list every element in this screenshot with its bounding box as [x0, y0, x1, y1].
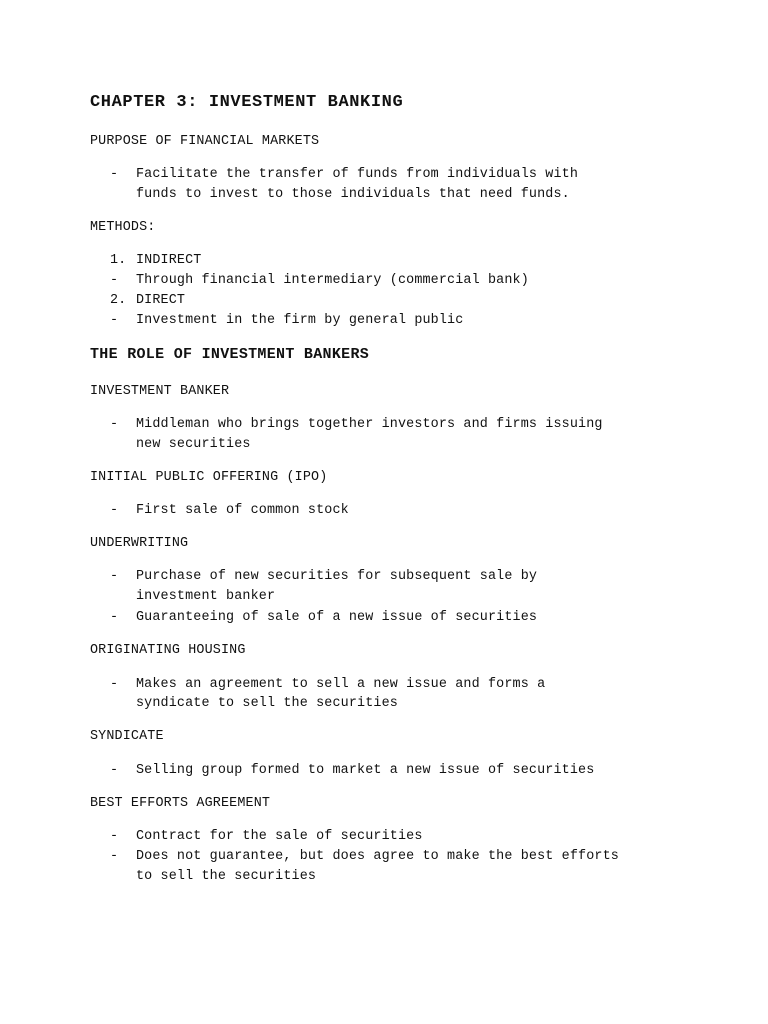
- best-efforts-line2: Does not guarantee, but does agree to make the best efforts: [136, 849, 619, 864]
- bullet-marker: -: [110, 503, 119, 518]
- methods-item-text: INDIRECT: [136, 253, 202, 268]
- ipo-heading: INITIAL PUBLIC OFFERING (IPO): [90, 470, 328, 485]
- methods-item: [110, 271, 529, 291]
- bullet-marker: -: [110, 829, 119, 844]
- underwriting-line2: investment banker: [136, 589, 276, 604]
- best-efforts-line3: to sell the securities: [136, 869, 317, 884]
- originating-line1: Makes an agreement to sell a new issue and forms a: [136, 677, 546, 692]
- underwriting-bullet: [110, 567, 537, 587]
- best-efforts-bullet: [110, 827, 423, 847]
- purpose-bullet: [110, 165, 578, 185]
- methods-item: [110, 291, 185, 311]
- bullet-marker: -: [110, 417, 119, 432]
- best-efforts-bullet: [110, 847, 619, 867]
- best-efforts-line1: Contract for the sale of securities: [136, 829, 423, 844]
- bullet-marker: -: [110, 763, 119, 778]
- methods-item-text: Through financial intermediary (commercial bank): [136, 273, 529, 288]
- underwriting-line3: Guaranteeing of sale of a new issue of securities: [136, 610, 538, 625]
- methods-heading: METHODS:: [90, 220, 156, 235]
- purpose-heading: PURPOSE OF FINANCIAL MARKETS: [90, 134, 320, 149]
- ipo-line1: First sale of common stock: [136, 503, 349, 518]
- methods-item: [110, 311, 463, 331]
- syndicate-line1: Selling group formed to market a new issue of securities: [136, 763, 595, 778]
- ipo-bullet: [110, 501, 349, 521]
- originating-heading: ORIGINATING HOUSING: [90, 643, 246, 658]
- methods-item-text: Investment in the firm by general public: [136, 313, 464, 328]
- purpose-bullet-line1: Facilitate the transfer of funds from individuals with: [136, 167, 579, 182]
- bullet-marker: -: [110, 610, 119, 625]
- originating-line2: syndicate to sell the securities: [136, 696, 398, 711]
- syndicate-bullet: [110, 761, 594, 781]
- investment-banker-heading: INVESTMENT BANKER: [90, 384, 230, 399]
- originating-bullet: [110, 675, 545, 695]
- underwriting-line1: Purchase of new securities for subsequent sale by: [136, 569, 538, 584]
- list-marker: 1.: [110, 253, 127, 268]
- role-section-heading: THE ROLE OF INVESTMENT BANKERS: [90, 346, 370, 363]
- best-efforts-heading: BEST EFFORTS AGREEMENT: [90, 796, 271, 811]
- investment-banker-bullet: [110, 415, 603, 435]
- bullet-marker: -: [110, 167, 119, 182]
- syndicate-heading: SYNDICATE: [90, 729, 164, 744]
- investment-banker-line2: new securities: [136, 437, 251, 452]
- underwriting-bullet: [110, 608, 537, 628]
- bullet-marker: -: [110, 677, 119, 692]
- methods-item-text: DIRECT: [136, 293, 186, 308]
- list-marker: -: [110, 313, 119, 328]
- methods-item: [110, 251, 202, 271]
- list-marker: 2.: [110, 293, 127, 308]
- bullet-marker: -: [110, 569, 119, 584]
- list-marker: -: [110, 273, 119, 288]
- bullet-marker: -: [110, 849, 119, 864]
- investment-banker-line1: Middleman who brings together investors and firms issuing: [136, 417, 603, 432]
- chapter-title: CHAPTER 3: INVESTMENT BANKING: [90, 93, 404, 112]
- purpose-bullet-line2: funds to invest to those individuals that need funds.: [136, 187, 570, 202]
- underwriting-heading: UNDERWRITING: [90, 536, 189, 551]
